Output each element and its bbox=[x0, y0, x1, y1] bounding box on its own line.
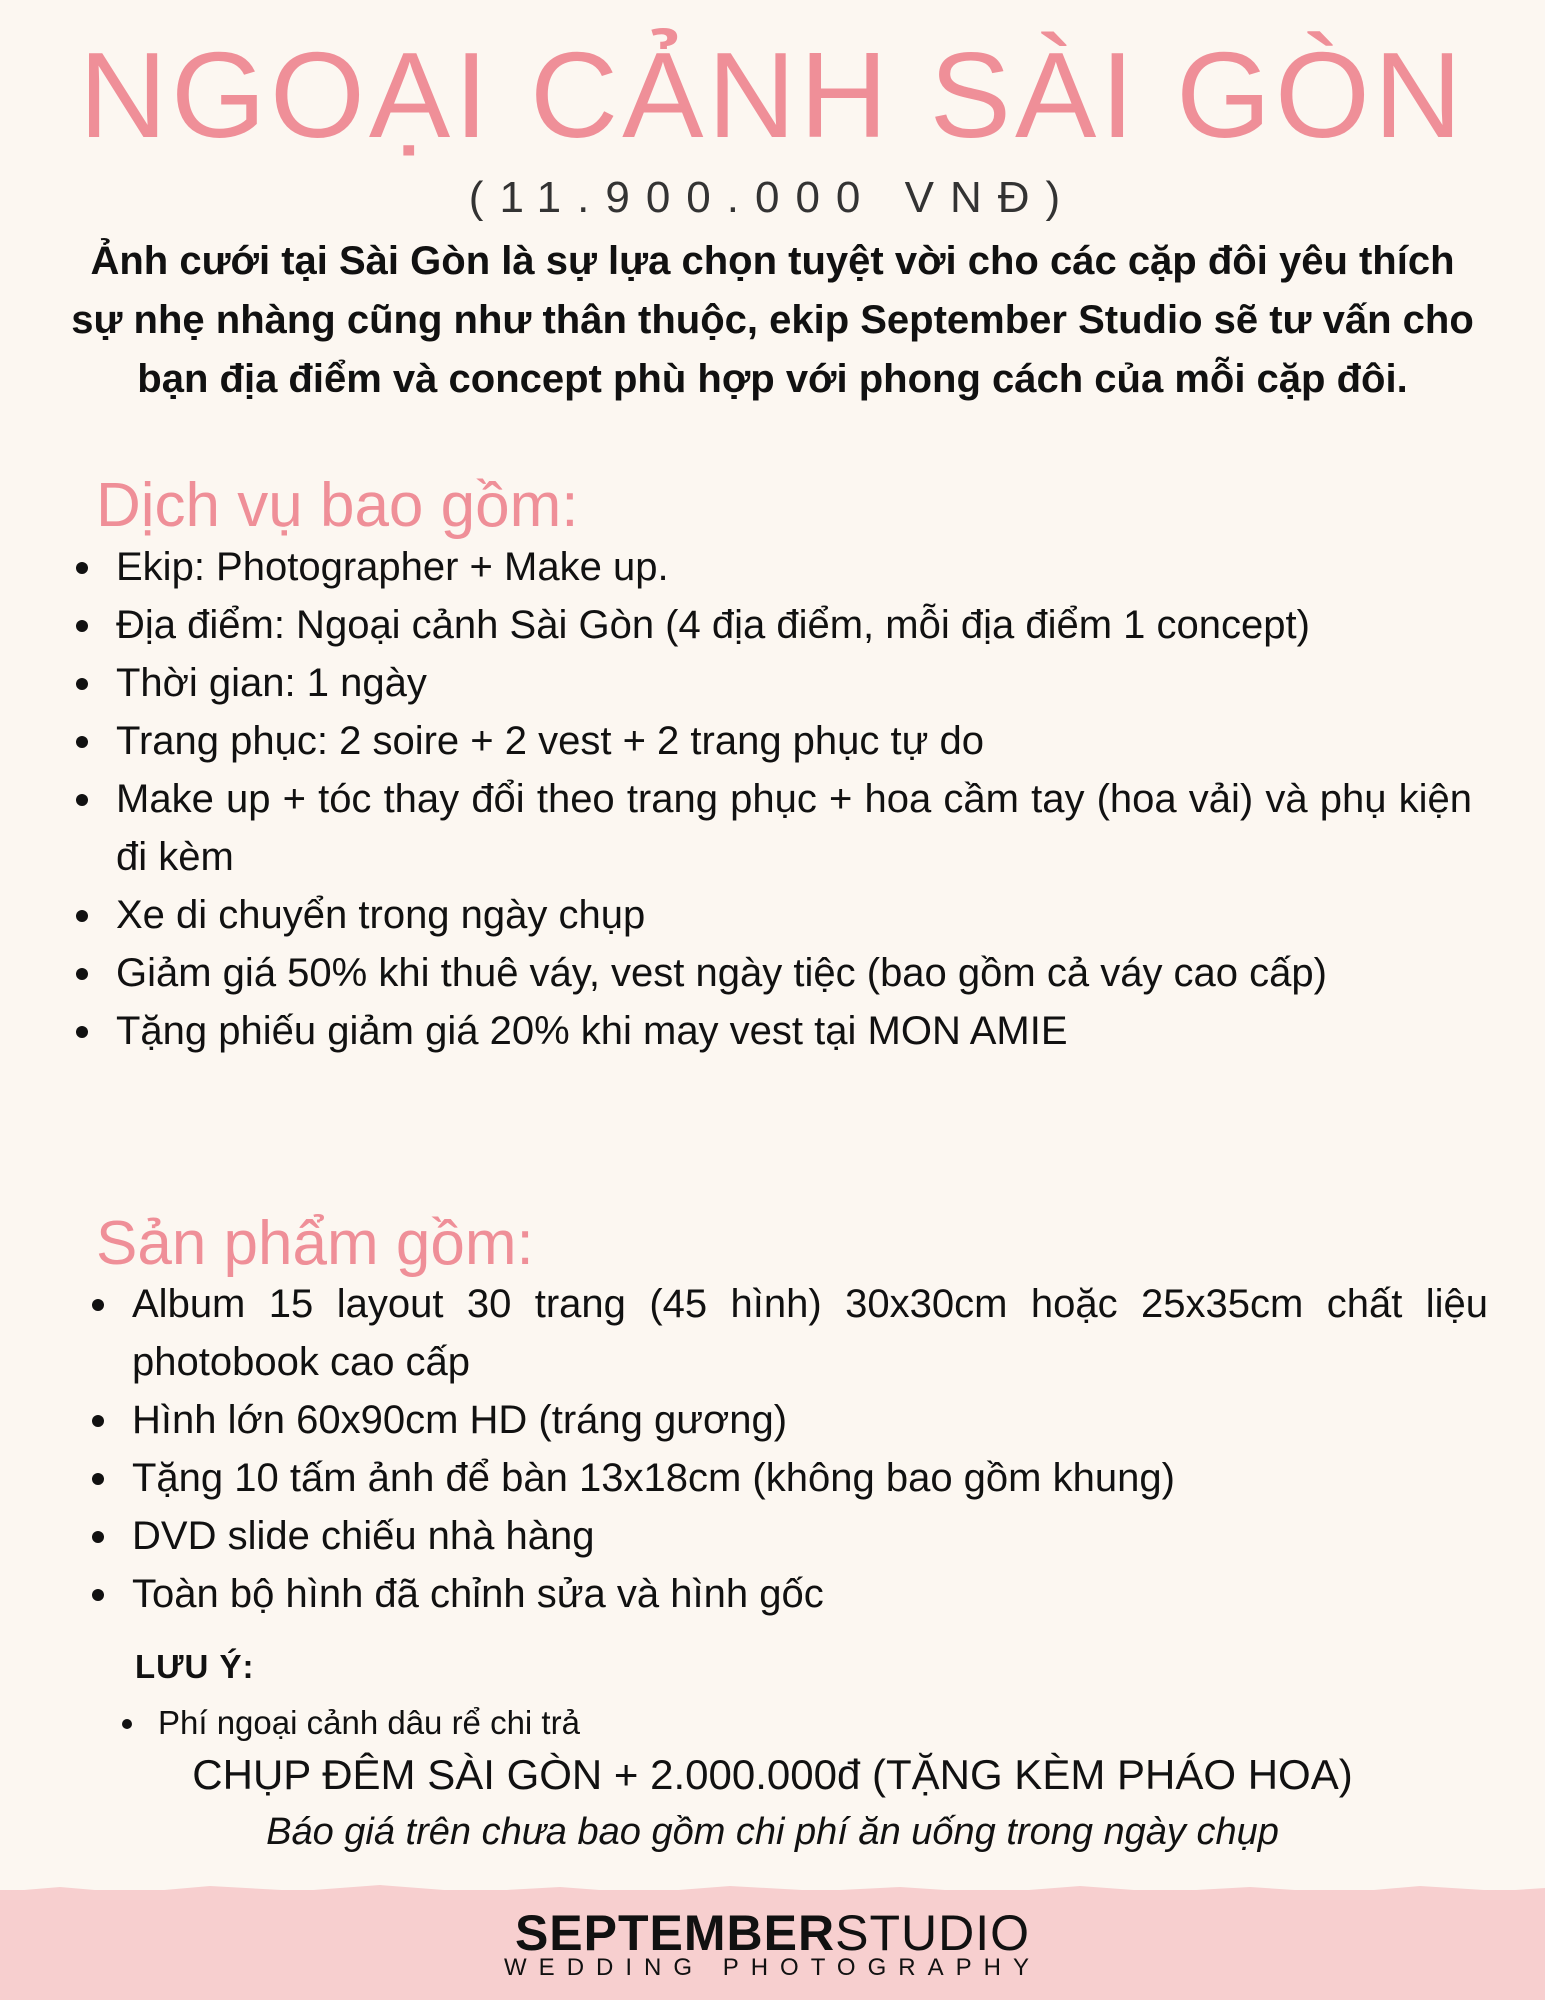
bullet-icon bbox=[76, 678, 88, 690]
note-label: LƯU Ý: bbox=[135, 1648, 255, 1685]
bullet-icon bbox=[92, 1531, 104, 1543]
list-item: Thời gian: 1 ngày bbox=[72, 654, 1472, 712]
bullet-icon bbox=[76, 736, 88, 748]
disclaimer: Báo giá trên chưa bao gồm chi phí ăn uống trong ngày chụp bbox=[266, 1811, 1279, 1853]
list-item: Hình lớn 60x90cm HD (tráng gương) bbox=[88, 1391, 1488, 1449]
bullet-icon bbox=[76, 794, 88, 806]
list-item: Tặng 10 tấm ảnh để bàn 13x18cm (không bao gồm khung) bbox=[88, 1449, 1488, 1507]
bullet-icon bbox=[76, 910, 88, 922]
list-item: Ekip: Photographer + Make up. bbox=[72, 538, 1472, 596]
bullet-icon bbox=[76, 1026, 88, 1038]
bullet-icon bbox=[92, 1299, 104, 1311]
list-item: DVD slide chiếu nhà hàng bbox=[88, 1507, 1488, 1565]
bullet-icon bbox=[92, 1473, 104, 1485]
page-title: NGOẠI CẢNH SÀI GÒN bbox=[78, 27, 1467, 163]
bullet-icon bbox=[92, 1589, 104, 1601]
list-item: Toàn bộ hình đã chỉnh sửa và hình gốc bbox=[88, 1565, 1488, 1623]
list-item: Phí ngoại cảnh dâu rể chi trả bbox=[118, 1700, 1318, 1746]
products-list bbox=[88, 1275, 1488, 1623]
brush-edge bbox=[0, 1878, 1545, 1902]
night-shoot-offer: CHỤP ĐÊM SÀI GÒN + 2.000.000đ (TẶNG KÈM PHÁO HOA) bbox=[192, 1751, 1353, 1798]
services-list bbox=[72, 538, 1472, 1060]
list-item: Xe di chuyển trong ngày chụp bbox=[72, 886, 1472, 944]
products-heading: Sản phẩm gồm: bbox=[96, 1209, 534, 1278]
list-item: Địa điểm: Ngoại cảnh Sài Gòn (4 địa điểm, mỗi địa điểm 1 concept) bbox=[72, 596, 1472, 654]
list-item: Tặng phiếu giảm giá 20% khi may vest tại MON AMIE bbox=[72, 1002, 1472, 1060]
services-heading: Dịch vụ bao gồm: bbox=[96, 471, 579, 540]
brand-tagline: WEDDING PHOTOGRAPHY bbox=[504, 1954, 1041, 1981]
package-price: (11.900.000 VNĐ) bbox=[468, 173, 1077, 222]
bullet-icon bbox=[122, 1719, 132, 1729]
list-item: Trang phục: 2 soire + 2 vest + 2 trang phục tự do bbox=[72, 712, 1472, 770]
list-item: Album 15 layout 30 trang (45 hình) 30x30cm hoặc 25x35cm chất liệu photobook cao cấp bbox=[88, 1275, 1488, 1391]
bullet-icon bbox=[76, 562, 88, 574]
note-list bbox=[118, 1700, 1318, 1746]
bullet-icon bbox=[92, 1415, 104, 1427]
bullet-icon bbox=[76, 968, 88, 980]
list-item: Make up + tóc thay đổi theo trang phục + hoa cầm tay (hoa vải) và phụ kiện đi kèm bbox=[72, 770, 1472, 886]
intro-paragraph: Ảnh cưới tại Sài Gòn là sự lựa chọn tuyệt vời cho các cặp đôi yêu thích sự nhẹ nhàng cũng như thân thuộc, ekip September Studio sẽ tư vấn cho bạn địa điểm và concept phù hợp với phong cách của mỗi cặp đôi. bbox=[71, 239, 1474, 401]
brand-logo: SEPTEMBERSTUDIO bbox=[514, 1905, 1031, 1961]
bullet-icon bbox=[76, 620, 88, 632]
list-item: Giảm giá 50% khi thuê váy, vest ngày tiệc (bao gồm cả váy cao cấp) bbox=[72, 944, 1472, 1002]
